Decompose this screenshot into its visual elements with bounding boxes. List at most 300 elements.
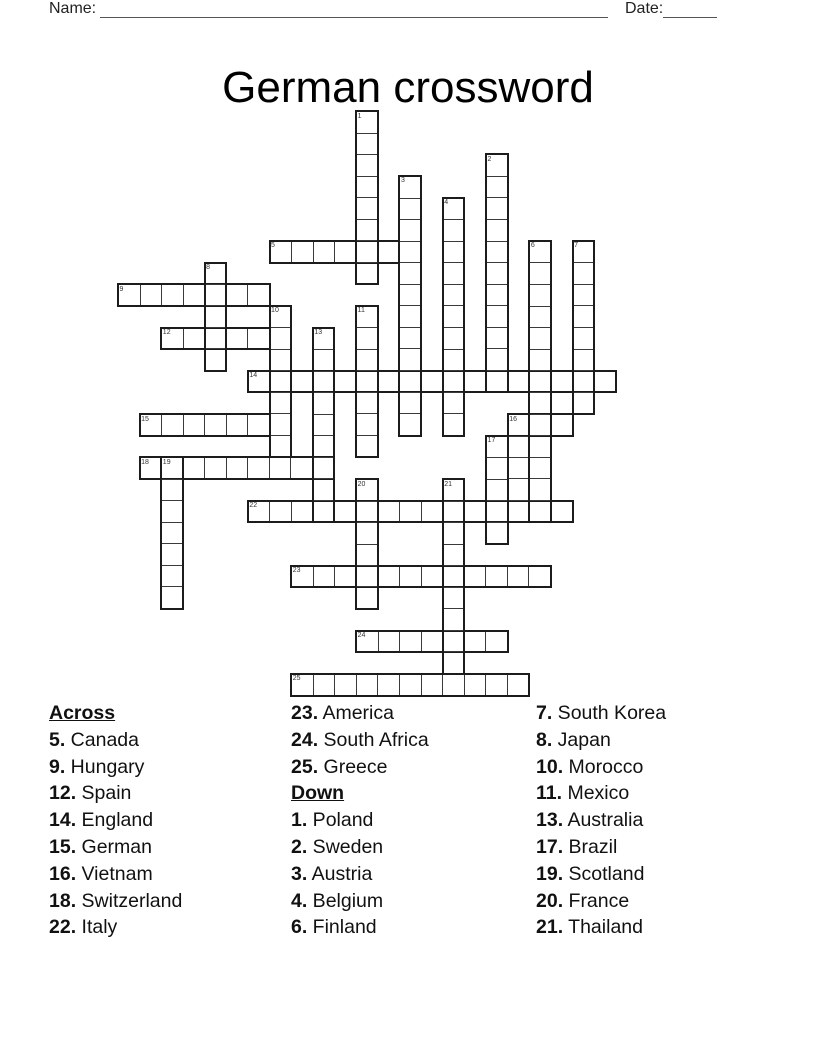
clue-item-number: 9.: [49, 755, 66, 778]
clue-number: 16: [509, 415, 517, 423]
crossword-cell[interactable]: [378, 675, 400, 695]
crossword-cell[interactable]: [335, 502, 357, 522]
crossword-cell[interactable]: [271, 350, 291, 372]
crossword-cell[interactable]: [400, 414, 420, 435]
crossword-cell[interactable]: [248, 285, 269, 305]
word-box-across: [139, 413, 271, 437]
crossword-cell[interactable]: [400, 393, 420, 415]
crossword-cell[interactable]: [400, 371, 420, 393]
crossword-cell[interactable]: [530, 285, 550, 307]
crossword-cell[interactable]: [487, 501, 507, 522]
clue-item: [536, 727, 666, 754]
crossword-cell[interactable]: [444, 545, 464, 567]
crossword-cell[interactable]: [400, 349, 420, 371]
clue-item-text: Poland: [307, 809, 374, 832]
word-box-across: [269, 240, 401, 264]
crossword-cell[interactable]: [162, 285, 184, 305]
clue-number: 13: [314, 329, 323, 336]
clue-item-text: Finland: [307, 916, 377, 939]
clue-item-number: 4.: [291, 889, 308, 912]
clue-item-text: Sweden: [307, 835, 384, 858]
crossword-cell[interactable]: [378, 502, 400, 522]
crossword-cell[interactable]: [184, 415, 205, 435]
clue-number: 3: [400, 177, 405, 185]
crossword-cell[interactable]: [248, 415, 268, 435]
crossword-cell[interactable]: [574, 263, 594, 285]
crossword-cell[interactable]: [444, 502, 464, 524]
crossword-cell[interactable]: [314, 479, 334, 501]
crossword-cell[interactable]: [162, 544, 182, 566]
clue-number: 7: [574, 242, 579, 250]
crossword-cell[interactable]: [206, 349, 226, 369]
crossword-cell[interactable]: [530, 263, 550, 285]
crossword-cell[interactable]: [314, 501, 334, 522]
crossword-cell[interactable]: [444, 652, 464, 673]
clue-item: [291, 914, 429, 941]
clue-column-right: [536, 700, 666, 941]
crossword-cell[interactable]: [444, 350, 464, 372]
clue-heading: Across: [49, 702, 116, 724]
crossword-cell[interactable]: [206, 328, 226, 349]
crossword-cell[interactable]: [444, 566, 464, 588]
clue-item-number: 13.: [536, 809, 564, 832]
crossword-cell[interactable]: [205, 415, 226, 435]
crossword-cell[interactable]: [314, 393, 334, 415]
crossword-cell[interactable]: [444, 414, 464, 435]
clue-number: 4: [444, 199, 449, 207]
crossword-cell[interactable]: [206, 306, 226, 327]
clue-heading: Down: [291, 782, 345, 805]
date-label: Date:: [625, 0, 664, 17]
crossword-cell[interactable]: [530, 328, 550, 350]
clue-item-number: 25.: [291, 755, 319, 778]
crossword-cell[interactable]: [465, 567, 487, 587]
clue-number: 9: [119, 285, 124, 293]
crossword-cell[interactable]: [400, 502, 422, 522]
word-box-across: [117, 283, 271, 307]
crossword-cell[interactable]: [357, 587, 377, 607]
crossword-cell[interactable]: [487, 458, 507, 479]
word-box-down: [355, 478, 379, 610]
word-box-down: [528, 240, 552, 523]
crossword-cell[interactable]: [400, 567, 422, 587]
crossword-cell[interactable]: [141, 285, 163, 305]
clue-item-text: German: [76, 835, 152, 858]
clue-item: [536, 780, 666, 807]
crossword-cell[interactable]: [184, 285, 206, 305]
crossword-cell[interactable]: [487, 263, 507, 285]
crossword-cell[interactable]: [400, 263, 420, 285]
crossword-cell[interactable]: [400, 242, 420, 264]
crossword-cell[interactable]: [357, 523, 377, 544]
crossword-cell[interactable]: [162, 566, 182, 588]
crossword-cell[interactable]: [444, 393, 464, 415]
clue-number: 24: [357, 632, 366, 640]
crossword-cell[interactable]: [508, 675, 529, 695]
crossword-cell[interactable]: [574, 306, 594, 328]
crossword-cell[interactable]: [508, 372, 530, 392]
clue-item-text: Morocco: [563, 755, 644, 778]
crossword-cell[interactable]: [162, 415, 183, 435]
crossword-cell[interactable]: [357, 350, 377, 372]
crossword-cell[interactable]: [551, 372, 573, 392]
crossword-cell[interactable]: [444, 242, 464, 264]
crossword-cell[interactable]: [444, 588, 464, 610]
crossword-cell[interactable]: [487, 306, 507, 328]
clue-number: 2: [487, 155, 492, 163]
crossword-cell[interactable]: [487, 523, 507, 543]
crossword-cell[interactable]: [487, 242, 507, 264]
crossword-cell[interactable]: [574, 393, 594, 414]
crossword-cell[interactable]: [465, 675, 487, 695]
clue-item-number: 11.: [536, 782, 563, 805]
crossword-cell[interactable]: [270, 502, 292, 522]
name-label: Name:: [49, 0, 97, 17]
clue-item: [291, 727, 429, 754]
clue-item-number: 15.: [49, 835, 77, 858]
clue-number: 14: [249, 372, 258, 380]
clue-number: 17: [487, 437, 496, 445]
clue-item-text: South Africa: [318, 728, 429, 751]
clue-item: [536, 914, 666, 941]
name-input-line[interactable]: [100, 16, 608, 18]
crossword-cell[interactable]: [357, 328, 377, 350]
clue-item-number: 12.: [49, 782, 77, 805]
clue-number: 20: [357, 480, 366, 488]
word-box-down: [442, 197, 466, 437]
crossword-cell[interactable]: [487, 220, 507, 242]
clue-item: [291, 754, 429, 781]
crossword-cell[interactable]: [400, 675, 422, 695]
crossword-cell[interactable]: [314, 350, 334, 372]
word-box-down: [442, 478, 466, 675]
crossword-cell[interactable]: [465, 632, 487, 652]
clue-item-text: Brazil: [563, 835, 618, 858]
crossword-cell[interactable]: [357, 263, 377, 284]
crossword-cell[interactable]: [357, 241, 377, 263]
word-box-down: [312, 327, 336, 524]
crossword-cell[interactable]: [487, 285, 507, 307]
crossword-cell[interactable]: [335, 675, 357, 695]
clue-item-number: 23.: [291, 702, 319, 724]
clue-item: [49, 888, 182, 915]
crossword-cell[interactable]: [444, 631, 464, 653]
crossword-cell[interactable]: [357, 198, 377, 220]
clue-item-number: 22.: [49, 916, 77, 939]
crossword-cell[interactable]: [574, 350, 594, 372]
crossword-cell[interactable]: [357, 436, 377, 457]
crossword-cell[interactable]: [444, 328, 464, 350]
clue-item-text: Hungary: [65, 755, 145, 778]
crossword-cell[interactable]: [574, 328, 594, 350]
crossword-cell[interactable]: [162, 501, 182, 523]
clue-item-number: 14.: [49, 809, 77, 832]
clue-item-text: America: [318, 702, 394, 724]
crossword-cell[interactable]: [357, 675, 379, 695]
clue-column-middle: [291, 700, 429, 941]
clue-item-number: 8.: [536, 728, 553, 751]
crossword-cell[interactable]: [400, 285, 420, 307]
clue-item: [536, 861, 666, 888]
clue-number: 6: [530, 242, 535, 250]
crossword-cell[interactable]: [271, 414, 291, 436]
word-box-down: [507, 413, 531, 523]
crossword-cell[interactable]: [227, 329, 248, 349]
word-box-down: [269, 305, 293, 459]
clue-item-number: 16.: [49, 862, 77, 885]
clue-item-text: Thailand: [563, 916, 643, 939]
word-box-across: [355, 630, 509, 654]
clue-item: [49, 780, 182, 807]
crossword-cell[interactable]: [530, 307, 550, 329]
clue-number: 12: [162, 329, 171, 336]
word-box-down: [160, 456, 184, 610]
clue-number: 21: [444, 480, 453, 488]
crossword-cell[interactable]: [162, 523, 182, 545]
clue-item-text: South Korea: [552, 702, 667, 724]
crossword-cell[interactable]: [444, 609, 464, 631]
crossword-cell[interactable]: [444, 263, 464, 285]
clue-number: 11: [357, 307, 365, 315]
crossword-cell[interactable]: [314, 567, 336, 587]
clue-number: 23: [292, 567, 301, 575]
crossword-cell[interactable]: [422, 372, 444, 392]
crossword-cell[interactable]: [508, 567, 530, 587]
crossword-cell[interactable]: [444, 523, 464, 545]
clue-item-number: 20.: [536, 889, 564, 912]
crossword-cell[interactable]: [314, 458, 334, 480]
crossword-cell[interactable]: [400, 199, 420, 221]
crossword-cell[interactable]: [530, 415, 550, 437]
crossword-cell[interactable]: [486, 567, 508, 587]
clue-number: 1: [357, 112, 362, 120]
crossword-cell[interactable]: [422, 567, 444, 587]
crossword-cell[interactable]: [465, 372, 487, 392]
crossword-cell[interactable]: [400, 328, 420, 350]
crossword-cell[interactable]: [530, 479, 550, 501]
crossword-cell[interactable]: [378, 372, 400, 392]
clue-item-text: Switzerland: [76, 889, 183, 912]
crossword-cell[interactable]: [292, 242, 313, 262]
crossword-cell[interactable]: [422, 502, 444, 522]
clue-item-text: France: [563, 889, 630, 912]
clue-item-text: Vietnam: [76, 862, 153, 885]
crossword-cell[interactable]: [444, 371, 464, 393]
crossword-cell[interactable]: [314, 436, 334, 458]
crossword-cell[interactable]: [357, 545, 377, 566]
crossword-cell[interactable]: [400, 306, 420, 328]
crossword-cell[interactable]: [530, 371, 550, 393]
clue-item: [536, 834, 666, 861]
clue-number: 10: [271, 307, 279, 315]
crossword-cell[interactable]: [530, 393, 550, 415]
clue-item-text: Austria: [307, 862, 373, 885]
crossword-cell[interactable]: [530, 350, 550, 372]
crossword-cell[interactable]: [400, 220, 420, 242]
crossword-cell[interactable]: [314, 675, 336, 695]
crossword-cell[interactable]: [378, 242, 398, 262]
word-box-across: [247, 370, 617, 394]
crossword-cell[interactable]: [227, 415, 248, 435]
clue-item: [536, 888, 666, 915]
word-box-down: [355, 305, 379, 459]
crossword-cell[interactable]: [314, 372, 334, 394]
word-box-down: [355, 110, 379, 285]
crossword-cell[interactable]: [443, 675, 465, 695]
clue-item: [49, 807, 182, 834]
word-box-down: [204, 262, 228, 372]
clue-item-text: Australia: [563, 809, 644, 832]
crossword-cell[interactable]: [357, 414, 377, 436]
crossword-cell[interactable]: [357, 134, 377, 156]
crossword-cell[interactable]: [551, 502, 572, 522]
clue-number: 18: [141, 458, 149, 466]
clue-item-text: Scotland: [563, 862, 645, 885]
word-box-down: [398, 175, 422, 437]
clue-item-number: 10.: [536, 755, 564, 778]
crossword-cell[interactable]: [509, 501, 529, 521]
date-input-line[interactable]: [663, 16, 717, 18]
clue-number: 5: [271, 242, 275, 250]
clue-item-text: Greece: [318, 755, 388, 778]
crossword-cell[interactable]: [291, 458, 313, 478]
crossword-cell[interactable]: [357, 502, 377, 523]
crossword-cell[interactable]: [422, 632, 444, 652]
clue-number: 19: [162, 458, 171, 466]
clue-item: [291, 700, 429, 727]
clue-item-text: Italy: [76, 916, 118, 939]
crossword-cell[interactable]: [357, 566, 377, 587]
clue-item-number: 3.: [291, 862, 308, 885]
crossword-cell[interactable]: [248, 458, 270, 478]
word-box-down: [572, 240, 596, 415]
crossword-cell[interactable]: [444, 285, 464, 307]
crossword-cell[interactable]: [486, 675, 508, 695]
clue-item: [49, 861, 182, 888]
crossword-cell[interactable]: [529, 567, 550, 587]
clue-item: [49, 834, 182, 861]
crossword-cell[interactable]: [487, 328, 507, 350]
crossword-cell[interactable]: [292, 502, 314, 522]
clue-item-text: England: [76, 809, 154, 832]
crossword-cell[interactable]: [487, 480, 507, 501]
crossword-cell[interactable]: [227, 285, 249, 305]
crossword-cell[interactable]: [357, 220, 377, 242]
crossword-cell[interactable]: [379, 632, 401, 652]
crossword-cell[interactable]: [530, 458, 550, 480]
crossword-cell[interactable]: [206, 285, 226, 306]
crossword-cell[interactable]: [314, 242, 335, 262]
clue-item-text: Canada: [65, 728, 139, 751]
crossword-cell[interactable]: [162, 480, 182, 502]
crossword-cell[interactable]: [509, 479, 529, 500]
crossword-cell[interactable]: [357, 155, 377, 177]
crossword-cell[interactable]: [422, 675, 444, 695]
clue-item: [536, 700, 666, 727]
word-box-down: [485, 153, 509, 393]
crossword-cell[interactable]: [335, 242, 356, 262]
crossword-cell[interactable]: [487, 177, 507, 199]
page-title: German crossword: [222, 63, 594, 113]
crossword-cell[interactable]: [292, 372, 314, 392]
crossword-cell[interactable]: [486, 632, 507, 652]
crossword-cell[interactable]: [227, 458, 249, 478]
crossword-cell[interactable]: [574, 371, 594, 393]
crossword-cell[interactable]: [271, 328, 291, 350]
crossword-cell[interactable]: [487, 198, 507, 220]
crossword-cell[interactable]: [205, 458, 227, 478]
word-box-down: [485, 435, 509, 545]
clue-item: [291, 807, 429, 834]
crossword-cell[interactable]: [530, 501, 550, 522]
crossword-cell[interactable]: [574, 285, 594, 307]
clue-number: 15: [141, 415, 149, 423]
crossword-cell[interactable]: [184, 458, 206, 478]
clue-number: 25: [292, 675, 301, 683]
clue-number: 22: [249, 502, 258, 510]
clue-item-number: 7.: [536, 702, 553, 724]
crossword-cell[interactable]: [357, 393, 377, 415]
crossword-cell[interactable]: [271, 371, 291, 393]
crossword-cell[interactable]: [594, 372, 615, 392]
crossword-cell[interactable]: [400, 632, 422, 652]
crossword-cell[interactable]: [444, 220, 464, 242]
crossword-cell[interactable]: [487, 371, 507, 392]
crossword-cell[interactable]: [335, 372, 357, 392]
clue-item: [291, 888, 429, 915]
clue-item-number: 18.: [49, 889, 77, 912]
clue-item: [536, 754, 666, 781]
crossword-cell[interactable]: [184, 329, 205, 349]
clue-item-number: 19.: [536, 862, 564, 885]
crossword-cell[interactable]: [271, 436, 291, 457]
crossword-cell[interactable]: [270, 458, 292, 478]
crossword-cell[interactable]: [509, 458, 529, 479]
clue-number: 8: [206, 264, 210, 272]
crossword-cell[interactable]: [378, 567, 400, 587]
crossword-cell[interactable]: [357, 371, 377, 393]
crossword-cell[interactable]: [357, 177, 377, 199]
crossword-cell[interactable]: [335, 567, 357, 587]
clue-item-number: 5.: [49, 728, 66, 751]
clue-item: [291, 861, 429, 888]
crossword-cell[interactable]: [444, 306, 464, 328]
clue-item-text: Belgium: [307, 889, 384, 912]
crossword-cell[interactable]: [530, 436, 550, 458]
crossword-cell[interactable]: [162, 587, 182, 608]
clue-item-number: 6.: [291, 916, 308, 939]
clue-column-across: [49, 700, 182, 941]
crossword-cell[interactable]: [551, 415, 571, 435]
clue-item-number: 2.: [291, 835, 308, 858]
clue-item-number: 17.: [536, 835, 564, 858]
clue-item-text: Spain: [76, 782, 132, 805]
clue-item: [49, 754, 182, 781]
crossword-cell[interactable]: [509, 437, 529, 458]
crossword-cell[interactable]: [314, 415, 334, 437]
clue-item-number: 21.: [536, 916, 564, 939]
crossword-cell[interactable]: [248, 329, 268, 349]
crossword-cell[interactable]: [487, 349, 507, 371]
crossword-cell[interactable]: [271, 393, 291, 415]
word-box-across: [290, 565, 552, 589]
clue-item-text: Mexico: [562, 782, 630, 805]
crossword-cell[interactable]: [465, 502, 487, 522]
clue-item-number: 1.: [291, 809, 308, 832]
clue-item: [536, 807, 666, 834]
clue-item-text: Japan: [552, 728, 611, 751]
clue-item: [49, 914, 182, 941]
